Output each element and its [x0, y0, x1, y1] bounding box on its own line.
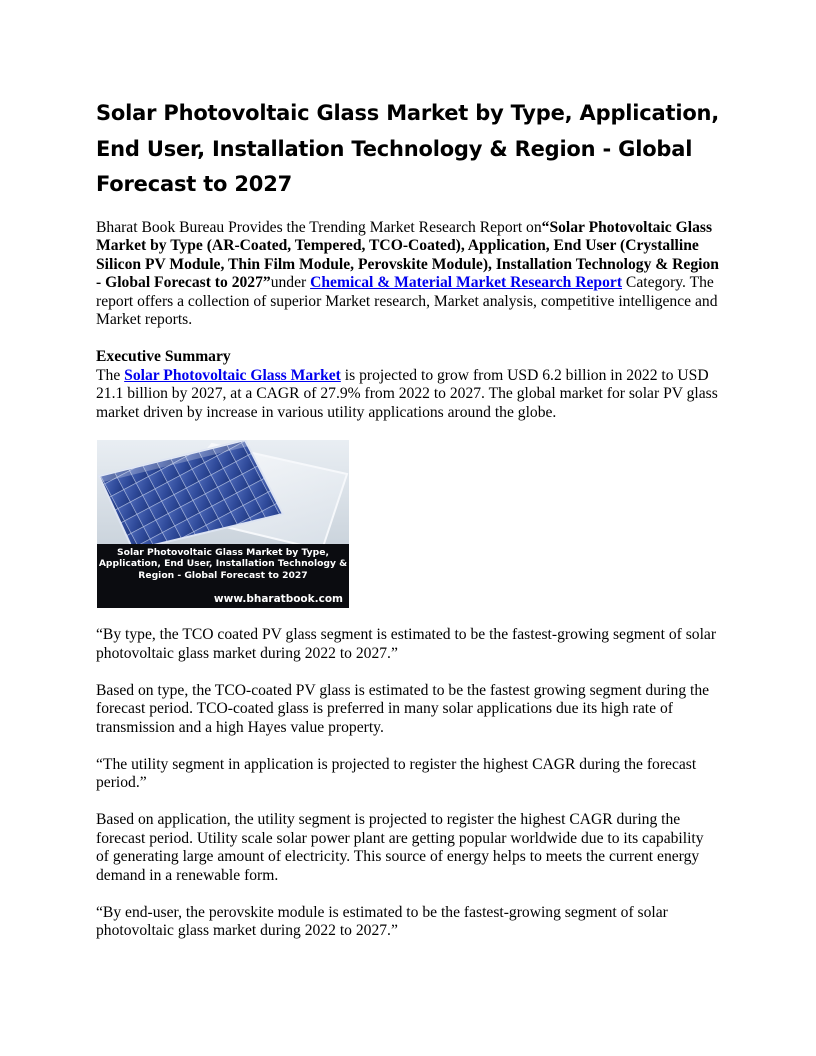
paragraph-type-quote: “By type, the TCO coated PV glass segment is estimated to be the fastest-growing segment of solar photovoltaic glass market during 2022 to 2027.”: [96, 626, 717, 662]
executive-summary-paragraph: [96, 367, 720, 423]
report-cover-image: [97, 440, 349, 608]
intro-prefix: Bharat Book Bureau Provides the Trending Market Research Report on: [96, 218, 542, 236]
market-link[interactable]: Solar Photovoltaic Glass Market: [124, 366, 341, 384]
intro-suffix: Category. The report offers a collection of superior Market research, Market analysis, competitive intelligence and Market reports.: [96, 274, 718, 328]
image-url-text: www.bharatbook.com: [213, 593, 343, 605]
paragraph-application-quote: “The utility segment in application is projected to register the highest CAGR during the forecast period.”: [96, 755, 697, 791]
intro-paragraph: [96, 219, 720, 330]
solar-panel-illustration: [97, 440, 349, 608]
summary-text: is projected to grow from USD 6.2 billion in 2022 to USD 21.1 billion by 2027, at a CAGR of 27.9% from 2022 to 2027. The global market for solar PV glass market driven by increase in various utility applications around the globe.: [96, 366, 718, 421]
category-link[interactable]: Chemical & Material Market Research Report: [310, 274, 623, 291]
paragraph-type-detail: Based on type, the TCO-coated PV glass is estimated to be the fastest growing segment during the forecast period. TCO-coated glass is preferred in many solar applications due its high rate of transmission and a high Hayes value property.: [96, 681, 710, 736]
document-page: [96, 96, 720, 941]
image-caption: Solar Photovoltaic Glass Market by Type, Application, End User, Installation Technology & Region - Global Forecast to 2027: [98, 547, 348, 581]
intro-under: under: [270, 274, 311, 291]
paragraph-application-detail: Based on application, the utility segment is projected to register the highest CAGR during the forecast period. Utility scale solar power plant are getting popular worldwide due to its capability of generating large amount of electricity. This source of energy helps to meets the current energy demand in a renewable form.: [96, 811, 704, 884]
report-name: “Solar Photovoltaic Glass Market by Type (AR-Coated, Tempered, TCO-Coated), Application, End User (Crystalline Silicon PV Module, Thin Film Module, Perovskite Module), Installation Technology & Region - Global Forecast to 2027”: [96, 218, 719, 291]
document-title: Solar Photovoltaic Glass Market by Type, Application, End User, Installation Technology & Region - Global Forecast to 2027: [96, 101, 720, 196]
paragraph-end-user-quote: “By end-user, the perovskite module is estimated to be the fastest-growing segment of solar photovoltaic glass market during 2022 to 2027.”: [96, 903, 668, 939]
executive-summary-heading: Executive Summary: [96, 348, 231, 365]
summary-prefix: The: [96, 366, 125, 384]
